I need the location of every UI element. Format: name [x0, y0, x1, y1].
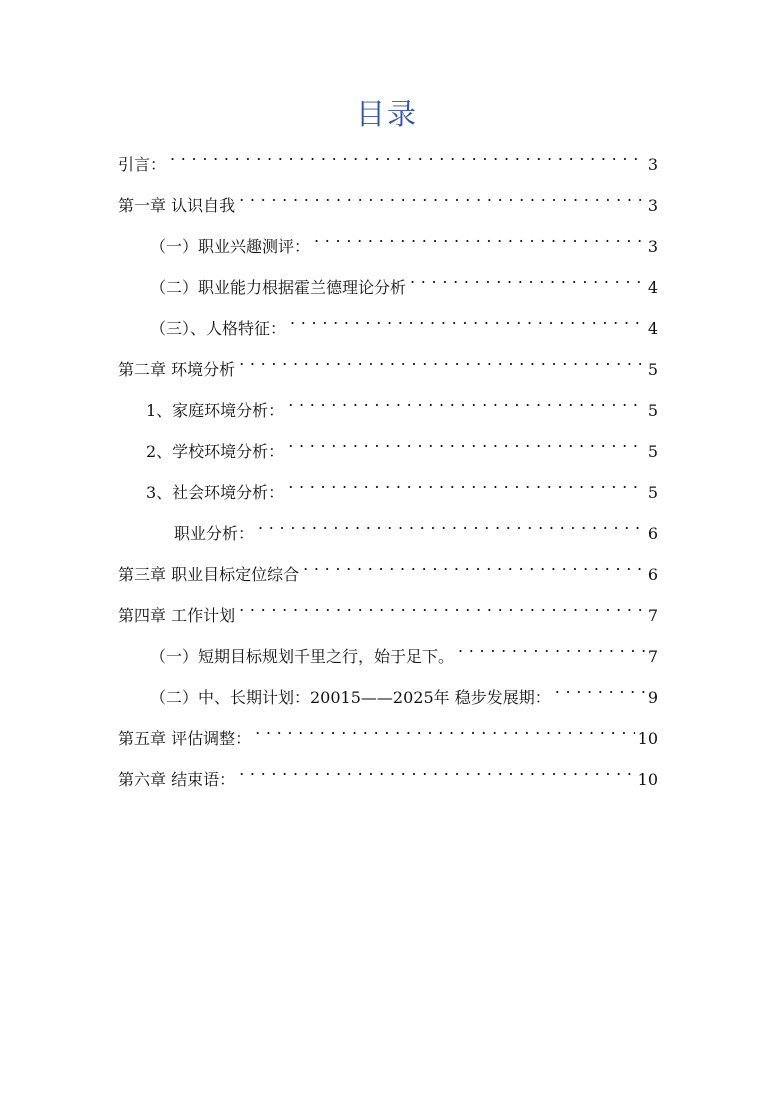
toc-entry-label: 2、学校环境分析： [146, 442, 285, 461]
toc-entry-page: 7 [647, 606, 658, 625]
dot-leader [290, 304, 645, 334]
toc-entry-page: 4 [647, 278, 658, 297]
toc-entry-label: 职业分析： [174, 524, 255, 543]
toc-entry-chapter-1[interactable] [118, 181, 658, 215]
toc-entry-page: 6 [647, 565, 658, 584]
toc-entry-page: 5 [647, 360, 658, 379]
toc-entry-page: 3 [647, 155, 658, 174]
toc-entry-chapter-3[interactable] [118, 550, 658, 584]
toc-entry-label: 第一章 认识自我 [118, 196, 236, 215]
toc-entry-page: 7 [647, 647, 658, 666]
toc-entry-label: （三）、人格特征： [150, 319, 287, 338]
dot-leader [288, 386, 645, 416]
toc-entry-page: 3 [647, 196, 658, 215]
toc-entry-2-1[interactable] [146, 386, 658, 420]
toc-entry-label: 引言： [118, 155, 167, 174]
toc-entry-page: 10 [637, 770, 658, 789]
toc-entry-4-1[interactable] [150, 632, 658, 666]
toc-entry-chapter-5[interactable] [118, 714, 658, 748]
toc-entry-2-2[interactable] [146, 427, 658, 461]
toc-entry-intro[interactable] [118, 140, 658, 174]
toc-entry-chapter-4[interactable] [118, 591, 658, 625]
dot-leader [458, 632, 645, 662]
dot-leader [410, 263, 645, 293]
toc-entry-chapter-2[interactable] [118, 345, 658, 379]
toc-entry-page: 5 [647, 442, 658, 461]
toc-title: 目录 [355, 97, 418, 131]
toc-entry-label: （二）职业能力根据霍兰德理论分析 [150, 278, 407, 297]
toc-entry-label: 1、家庭环境分析： [146, 401, 285, 420]
toc-entry-label: 第四章 工作计划 [118, 606, 236, 625]
dot-leader [555, 673, 645, 703]
dot-leader [255, 714, 635, 744]
toc-entry-chapter-6[interactable] [118, 755, 658, 789]
dot-leader [303, 550, 645, 580]
toc-entry-2-4[interactable] [174, 509, 658, 543]
toc-entry-label: 第五章 评估调整： [118, 729, 252, 748]
dot-leader [239, 591, 645, 621]
dot-leader [239, 755, 635, 785]
toc-entry-1-2[interactable] [150, 263, 658, 297]
dot-leader [170, 140, 645, 170]
toc-entry-page: 5 [647, 483, 658, 502]
toc-entry-1-3[interactable] [150, 304, 658, 338]
toc-entry-page: 10 [637, 729, 658, 748]
toc-entry-label: 第二章 环境分析 [118, 360, 236, 379]
toc-entry-label: （一）职业兴趣测评： [150, 237, 311, 256]
dot-leader [288, 468, 645, 498]
toc-entry-page: 5 [647, 401, 658, 420]
toc-entry-page: 4 [647, 319, 658, 338]
dot-leader [258, 509, 645, 539]
toc-entry-label: 3、社会环境分析： [146, 483, 285, 502]
dot-leader [239, 181, 645, 211]
toc-entry-4-2[interactable] [150, 673, 658, 707]
toc-entry-label: （二）中、长期计划：20015——2025年 稳步发展期： [150, 688, 551, 707]
toc-entry-1-1[interactable] [150, 222, 658, 256]
toc-entry-label: 第三章 职业目标定位综合 [118, 565, 300, 584]
toc-entry-2-3[interactable] [146, 468, 658, 502]
toc-entry-page: 9 [647, 688, 658, 707]
toc-entry-label: （一）短期目标规划千里之行，始于足下。 [150, 647, 455, 666]
dot-leader [239, 345, 645, 375]
toc-entry-label: 第六章 结束语： [118, 770, 236, 789]
toc-entry-page: 6 [647, 524, 658, 543]
dot-leader [314, 222, 645, 252]
toc-entry-page: 3 [647, 237, 658, 256]
dot-leader [288, 427, 645, 457]
